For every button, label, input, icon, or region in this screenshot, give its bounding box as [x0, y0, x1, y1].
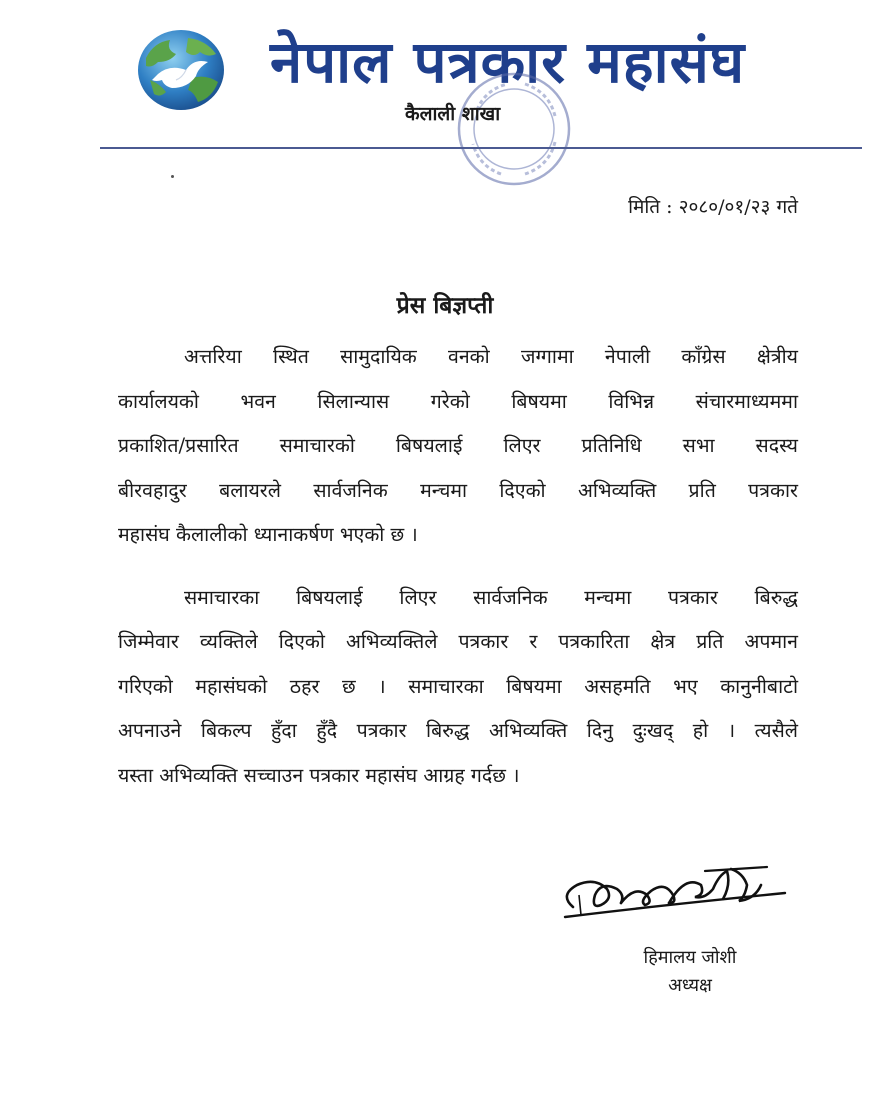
body-line: महासंघ कैलालीको ध्यानाकर्षण भएको छ ।: [118, 523, 418, 546]
signatory-role: अध्यक्ष: [668, 975, 712, 996]
globe-dove-logo: [136, 28, 226, 112]
org-name: नेपाल पत्रकार महासंघ: [270, 28, 746, 96]
document-title: प्रेस बिज्ञप्ती: [396, 293, 494, 319]
press-release-body: [118, 335, 798, 798]
body-line: अत्तरिया स्थित सामुदायिक वनको जग्गामा नेपाली काँग्रेस क्षेत्रीय: [184, 345, 798, 368]
circular-seal-stamp: [455, 70, 573, 188]
body-line: यस्ता अभिव्यक्ति सच्चाउन पत्रकार महासंघ आग्रह गर्दछ ।: [118, 763, 520, 787]
letter-date: मिति : २०८०/०१/२३ गते: [628, 196, 798, 218]
body-line: बीरवहादुर बलायरले सार्वजनिक मन्चमा दिएको अभिव्यक्ति प्रति पत्रकार: [118, 478, 798, 502]
paragraph-1: [118, 335, 798, 558]
branch-name: कैलाली शाखा: [405, 103, 501, 125]
body-line: अपनाउने बिकल्प हुँदा हुँदै पत्रकार बिरुद्ध अभिव्यक्ति दिनु दुःखद् हो । त्यसैले: [118, 719, 798, 742]
header-divider: [100, 147, 862, 149]
body-line: गरिएको महासंघको ठहर छ । समाचारका बिषयमा असहमति भए कानुनीबाटो: [118, 674, 798, 698]
body-line: जिम्मेवार व्यक्तिले दिएको अभिव्यक्तिले पत्रकार र पत्रकारिता क्षेत्र प्रति अपमान: [118, 630, 798, 653]
signatory-name: हिमालय जोशी: [643, 947, 737, 968]
handwritten-signature: [555, 855, 790, 930]
body-line: समाचारका बिषयलाई लिएर सार्वजनिक मन्चमा पत्रकार बिरुद्ध: [184, 585, 798, 609]
body-line: प्रकाशित/प्रसारित समाचारको बिषयलाई लिएर प्रतिनिधि सभा सदस्य: [118, 434, 798, 457]
paragraph-2: [118, 576, 798, 799]
body-line: कार्यालयको भवन सिलान्यास गरेको बिषयमा विभिन्न संचारमाध्यममा: [118, 389, 798, 413]
ink-dot: [171, 175, 174, 178]
